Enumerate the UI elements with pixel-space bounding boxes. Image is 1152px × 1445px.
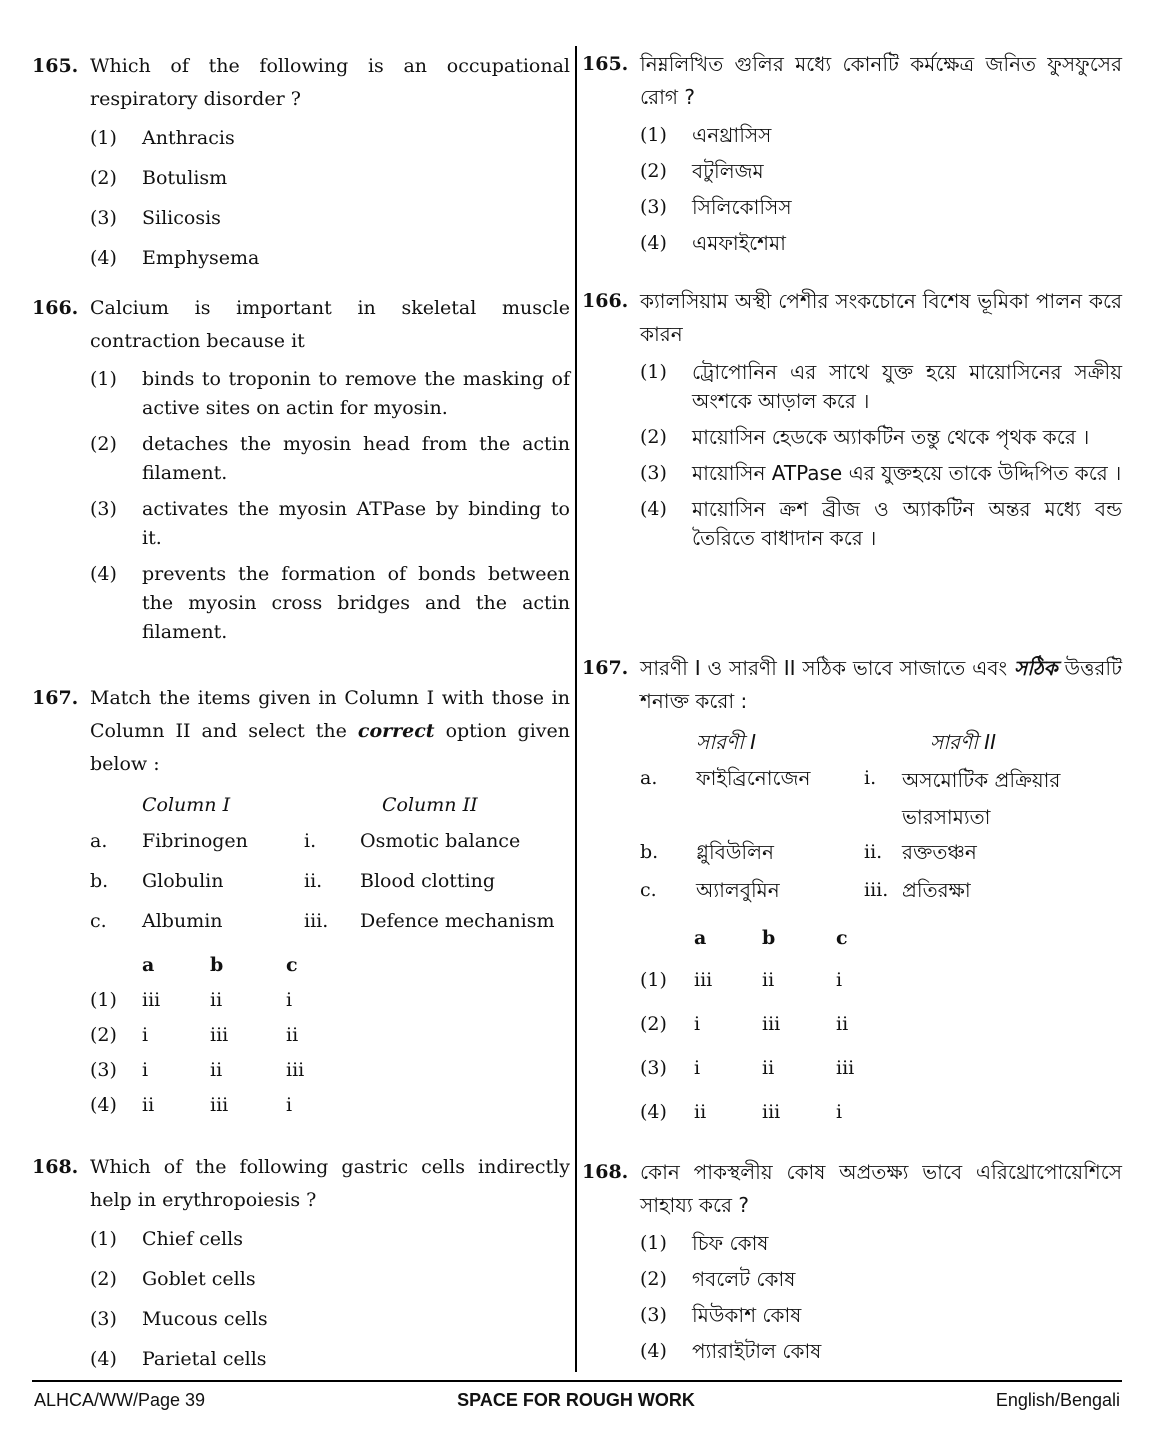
answer-row: (2) i iii ii bbox=[640, 1013, 849, 1035]
column-1-header: Column I bbox=[142, 794, 231, 816]
option-1: (1) binds to troponin to remove the masking of active sites on actin for myosin. bbox=[90, 368, 570, 419]
question-stem: ক্যালসিয়াম অস্থী পেশীর সংকচোনে বিশেষ ভূমিকা পালন করে কারন bbox=[640, 289, 1122, 346]
match-row: c. Albumin iii. Defence mechanism bbox=[90, 910, 555, 932]
match-table bbox=[640, 726, 1122, 912]
answer-grid: a b c (1) iii ii i (2) i iii ii (3) i ii iii (4) ii iii i bbox=[90, 949, 570, 1124]
option-2: (2) গবলেট কোষ bbox=[640, 1267, 796, 1291]
question-167-en bbox=[32, 682, 570, 1124]
answer-grid: a b c (1) iii ii i (2) i iii ii (3) i ii iii (4) ii iii i bbox=[640, 922, 1122, 1140]
answer-row: (1) iii ii i bbox=[640, 969, 843, 991]
option-4: (4) Emphysema bbox=[90, 247, 260, 269]
question-165-en bbox=[32, 50, 570, 273]
option-4: (4) prevents the formation of bonds between the myosin cross bridges and the actin filament. bbox=[90, 563, 570, 643]
question-number: 167. bbox=[32, 687, 79, 709]
match-table bbox=[90, 789, 570, 945]
question-number: 165. bbox=[582, 53, 629, 75]
option-2: (2) Goblet cells bbox=[90, 1268, 256, 1290]
question-stem: Which of the following is an occupational respiratory disorder ? bbox=[90, 55, 570, 110]
column-2-header: Column II bbox=[382, 794, 478, 816]
question-number: 166. bbox=[582, 290, 629, 312]
question-stem: সারণী I ও সারণী II সঠিক ভাবে সাজাতে এবং সঠিক উত্তরটি শনাক্ত করো : bbox=[640, 656, 1122, 713]
match-row: a. ফাইব্রিনোজেন i. অসমোটিক প্রক্রিয়ার ভারসাম্যতা bbox=[640, 766, 1061, 829]
question-167-bn bbox=[582, 652, 1122, 1140]
question-165-bn bbox=[582, 48, 1122, 258]
column-1-header: সারণী I bbox=[696, 730, 757, 754]
question-stem: Which of the following gastric cells indirectly help in erythropoiesis ? bbox=[90, 1156, 570, 1211]
question-number: 168. bbox=[32, 1156, 79, 1178]
option-1: (1) ট্রোপোনিন এর সাথে যুক্ত হয়ে মায়োসিনের সক্রীয় অংশকে আড়াল করে । bbox=[640, 360, 1122, 413]
footer-rule bbox=[32, 1380, 1122, 1382]
question-166-bn bbox=[582, 285, 1122, 553]
option-3: (3) মিউকাশ কোষ bbox=[640, 1303, 802, 1327]
column-divider bbox=[575, 46, 577, 1372]
question-number: 166. bbox=[32, 297, 79, 319]
answer-row: (3) i ii iii bbox=[640, 1057, 855, 1079]
question-stem: Calcium is important in skeletal muscle contraction because it bbox=[90, 297, 570, 352]
match-row: b. গ্লুবিউলিন ii. রক্ততঞ্চন bbox=[640, 840, 977, 864]
option-2: (2) মায়োসিন হেডকে অ্যাকটিন তন্তু থেকে পৃথক করে । bbox=[640, 425, 1090, 449]
page-code: ALHCA/WW/Page 39 bbox=[34, 1390, 206, 1410]
option-3: (3) Mucous cells bbox=[90, 1308, 268, 1330]
match-row: a. Fibrinogen i. Osmotic balance bbox=[90, 830, 521, 852]
answer-row: (1) iii ii i bbox=[90, 989, 293, 1011]
language-label: English/Bengali bbox=[995, 1390, 1120, 1410]
answer-row: (3) i ii iii bbox=[90, 1059, 305, 1081]
option-4: (4) এমফাইশেমা bbox=[640, 231, 786, 255]
option-1: (1) Chief cells bbox=[90, 1228, 243, 1250]
match-row: b. Globulin ii. Blood clotting bbox=[90, 870, 496, 892]
option-4: (4) মায়োসিন ক্রশ ব্রীজ ও অ্যাকটিন অন্তর মধ্যে বন্ড তৈরিতে বাধাদান করে । bbox=[640, 497, 1122, 550]
question-stem: Match the items given in Column I with those in Column II and select the correct option given below : bbox=[90, 687, 570, 775]
option-3: (3) activates the myosin ATPase by binding to it. bbox=[90, 498, 570, 549]
rough-work-label: SPACE FOR ROUGH WORK bbox=[457, 1390, 695, 1410]
match-row: c. অ্যালবুমিন iii. প্রতিরক্ষা bbox=[640, 878, 971, 902]
option-2: (2) বটুলিজম bbox=[640, 159, 764, 183]
option-1: (1) Anthracis bbox=[90, 127, 235, 149]
option-3: (3) মায়োসিন ATPase এর যুক্তহয়ে তাকে উদ্দিপিত করে । bbox=[640, 461, 1122, 485]
answer-row: (2) i iii ii bbox=[90, 1024, 299, 1046]
option-1: (1) এনথ্রাসিস bbox=[640, 123, 772, 147]
question-number: 168. bbox=[582, 1161, 629, 1183]
option-3: (3) সিলিকোসিস bbox=[640, 195, 792, 219]
question-168-bn bbox=[582, 1156, 1122, 1366]
option-2: (2) detaches the myosin head from the actin filament. bbox=[90, 433, 570, 484]
option-3: (3) Silicosis bbox=[90, 207, 221, 229]
question-number: 165. bbox=[32, 55, 79, 77]
answer-row: (4) ii iii i bbox=[90, 1094, 293, 1116]
option-1: (1) চিফ কোষ bbox=[640, 1231, 769, 1255]
column-2-header: সারণী II bbox=[930, 730, 996, 754]
question-166-en bbox=[32, 292, 570, 647]
question-168-en bbox=[32, 1151, 570, 1374]
question-number: 167. bbox=[582, 657, 629, 679]
option-4: (4) Parietal cells bbox=[90, 1348, 267, 1370]
question-stem: নিম্নলিখিত গুলির মধ্যে কোনটি কর্মক্ষেত্র জনিত ফুসফুসের রোগ ? bbox=[640, 52, 1122, 109]
answer-row: (4) ii iii i bbox=[640, 1101, 843, 1123]
option-4: (4) প্যারাইটাল কোষ bbox=[640, 1339, 822, 1363]
question-stem: কোন পাকস্থলীয় কোষ অপ্রতক্ষ্য ভাবে এরিথ্রোপোয়েশিসে সাহায্য করে ? bbox=[640, 1160, 1122, 1217]
option-2: (2) Botulism bbox=[90, 167, 228, 189]
